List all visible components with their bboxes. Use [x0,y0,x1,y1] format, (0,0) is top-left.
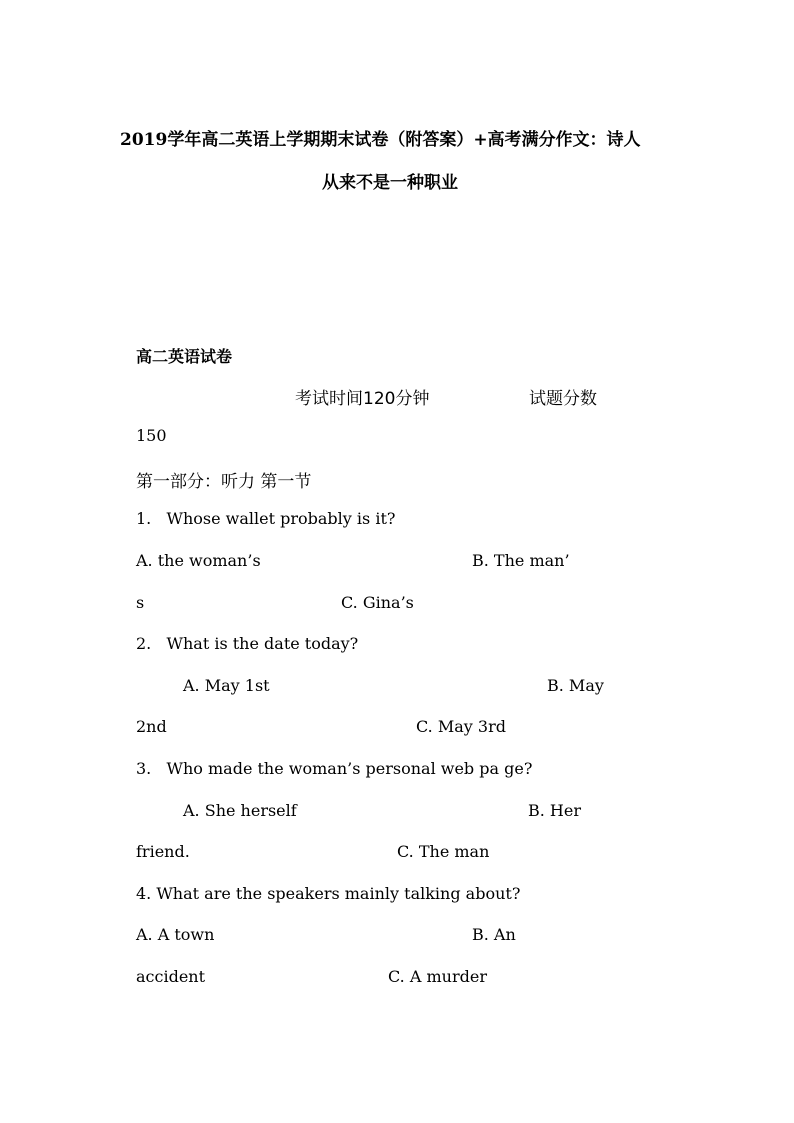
question-1-option-b-continuation: s [136,593,145,612]
question-2-option-b: B. May [547,676,604,695]
question-4-option-b: B. An [472,925,516,944]
question-1-option-b: B. The man’ [472,551,570,570]
question-3-option-a: A. She herself [183,801,297,820]
question-3-stem: 3. Who made the woman’s personal web pa ge? [136,759,533,778]
exam-score-value: 150 [136,426,167,445]
exam-time: 考试时间120分钟 [295,389,430,409]
question-3-option-c: C. The man [397,842,490,861]
exam-score-label: 试题分数 [529,389,597,409]
question-4-option-b-continuation: accident [136,967,206,986]
document-title-line-2: 从来不是一种职业 [322,173,458,193]
question-2-stem: 2. What is the date today? [136,634,359,653]
question-2-option-a: A. May 1st [183,676,270,695]
question-2-option-b-continuation: 2nd [136,717,167,736]
document-title-line-1: 2019学年高二英语上学期期末试卷（附答案）+高考满分作文：诗人 [120,130,641,150]
question-4-stem: 4. What are the speakers mainly talking about? [136,884,521,903]
question-2-option-c: C. May 3rd [416,717,506,736]
question-4-option-c: C. A murder [388,967,487,986]
question-1-option-a: A. the woman’s [136,551,261,570]
question-3-option-b: B. Her [528,801,581,820]
question-1-option-c: C. Gina’s [341,593,414,612]
question-4-option-a: A. A town [136,925,215,944]
section-heading: 高二英语试卷 [136,347,233,366]
question-1-stem: 1. Whose wallet probably is it? [136,509,396,528]
question-3-option-b-continuation: friend. [136,842,190,861]
part-label: 第一部分：听力 第一节 [136,472,312,492]
